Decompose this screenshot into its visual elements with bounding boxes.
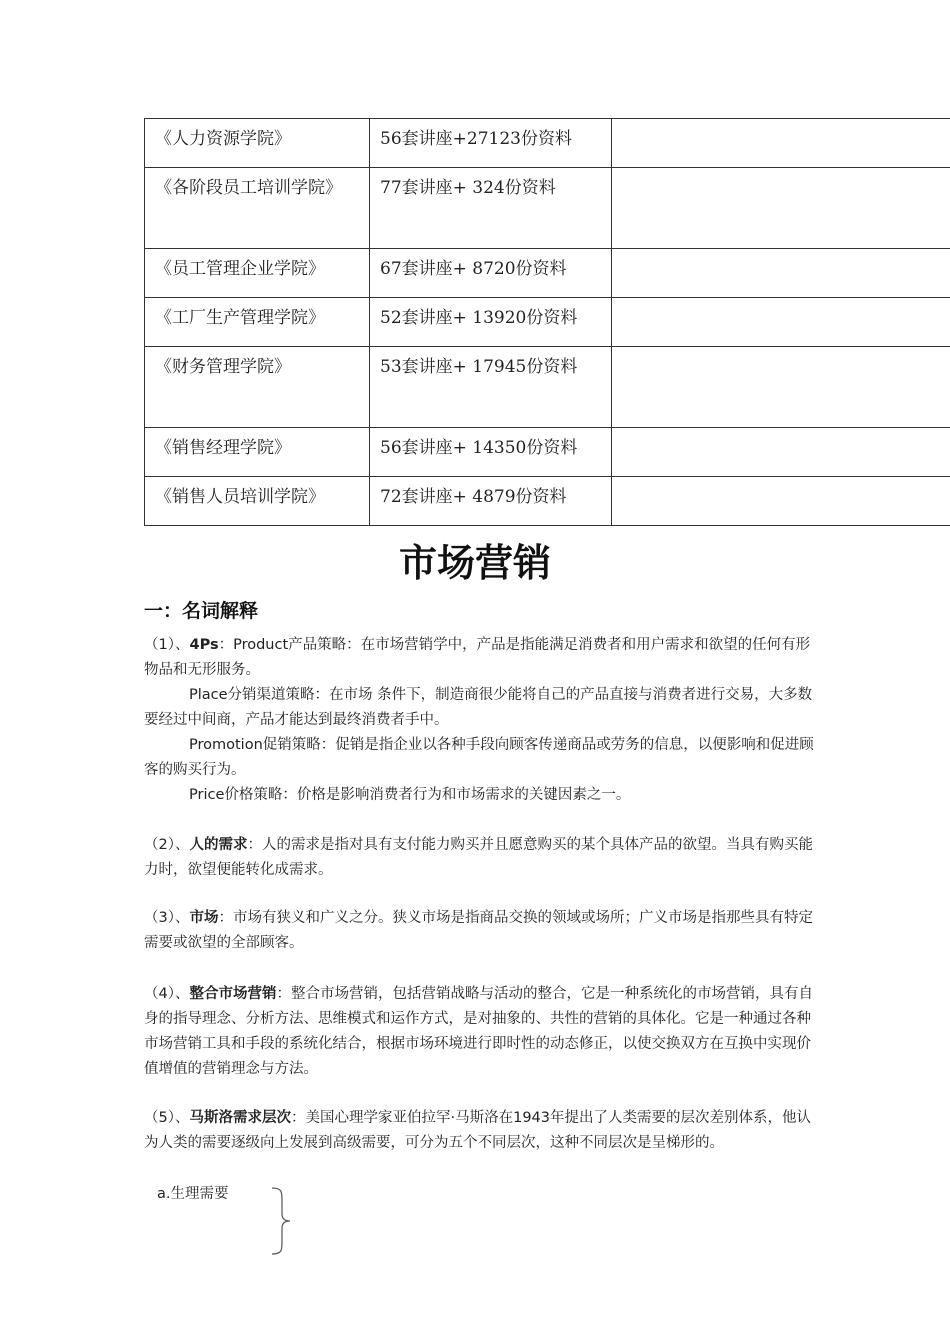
course-content-cell: 52套讲座+ 13920份资料 — [370, 298, 612, 347]
item-number: （2）、 — [144, 837, 190, 853]
course-content-cell: 56套讲座+27123份资料 — [370, 119, 612, 168]
course-name-cell: 《销售经理学院》 — [145, 428, 370, 477]
definition-integrated-marketing — [144, 982, 814, 1082]
definition-place: Place分销渠道策略：在市场 条件下，制造商很少能将自己的产品直接与消费者进行交易，大多数要经过中间商，产品才能达到最终消费者手中。 — [144, 687, 813, 728]
table-row — [145, 119, 950, 168]
course-content-cell: 77套讲座+ 324份资料 — [370, 168, 612, 249]
definition-text: ：Product产品策略：在市场营销学中，产品是指能满足消费者和用户需求和欲望的任何有形物品和无形服务。 — [144, 637, 811, 678]
empty-cell — [612, 298, 950, 347]
term-label: 整合市场营销 — [189, 986, 277, 1002]
course-content-cell: 53套讲座+ 17945份资料 — [370, 347, 612, 428]
term-label: 市场 — [189, 910, 219, 926]
definition-4ps — [144, 633, 814, 683]
empty-cell — [612, 168, 950, 249]
empty-cell — [612, 428, 950, 477]
item-number: （4）、 — [144, 986, 190, 1002]
definition-promotion: Promotion促销策略：促销是指企业以各种手段向顾客传递商品或劳务的信息，以便影响和促进顾客的购买行为。 — [144, 737, 814, 778]
term-label: 马斯洛需求层次 — [189, 1110, 291, 1126]
definition-text: ：市场有狭义和广义之分。狭义市场是指商品交换的领域或场所；广义市场是指那些具有特定需要或欲望的全部顾客。 — [144, 910, 813, 951]
table-row — [145, 477, 950, 526]
table-row — [145, 298, 950, 347]
table-row — [145, 168, 950, 249]
term-label: 人的需求 — [189, 837, 248, 853]
table-row — [145, 249, 950, 298]
definition-maslow — [144, 1106, 814, 1156]
section-heading: 一：名词解释 — [144, 600, 259, 622]
empty-cell — [612, 477, 950, 526]
course-table — [144, 118, 950, 526]
definition-text: ：美国心理学家亚伯拉罕·马斯洛在1943年提出了人类需要的层次差别体系，他认为人类的需要逐级向上发展到高级需要，可分为五个不同层次，这种不同层次是呈梯形的。 — [144, 1110, 811, 1151]
course-content-cell: 72套讲座+ 4879份资料 — [370, 477, 612, 526]
course-name-cell: 《人力资源学院》 — [145, 119, 370, 168]
course-name-cell: 《各阶段员工培训学院》 — [145, 168, 370, 249]
definition-text: ：人的需求是指对具有支付能力购买并且愿意购买的某个具体产品的欲望。当具有购买能力时，欲望便能转化成需求。 — [144, 837, 813, 878]
empty-cell — [612, 119, 950, 168]
document-title: 市场营销 — [398, 541, 551, 585]
definition-market — [144, 906, 814, 956]
need-level-item: a.生理需要 — [157, 1186, 229, 1202]
course-name-cell: 《财务管理学院》 — [145, 347, 370, 428]
course-name-cell: 《员工管理企业学院》 — [145, 249, 370, 298]
item-number: （1）、 — [144, 637, 190, 653]
empty-cell — [612, 347, 950, 428]
term-label: 4Ps — [189, 637, 219, 653]
table-row — [145, 347, 950, 428]
table-row — [145, 428, 950, 477]
definition-human-needs — [144, 833, 814, 883]
course-content-cell: 56套讲座+ 14350份资料 — [370, 428, 612, 477]
definition-text: ：整合市场营销，包括营销战略与活动的整合，它是一种系统化的市场营销，具有自身的指导理念、分析方法、思维模式和运作方式，是对抽象的、共性的营销的具体化。它是一种通过各种市场营销工具和手段的系统化结合，根据市场环境进行即时性的动态修正，以使交换双方在互换中实现价值增值的营销理念与方法。 — [144, 986, 813, 1077]
course-name-cell: 《工厂生产管理学院》 — [145, 298, 370, 347]
empty-cell — [612, 249, 950, 298]
course-content-cell: 67套讲座+ 8720份资料 — [370, 249, 612, 298]
item-number: （3）、 — [144, 910, 190, 926]
course-name-cell: 《销售人员培训学院》 — [145, 477, 370, 526]
item-number: （5）、 — [144, 1110, 190, 1126]
definition-price: Price价格策略：价格是影响消费者行为和市场需求的关键因素之一。 — [189, 787, 631, 803]
right-brace-icon — [268, 1186, 294, 1256]
